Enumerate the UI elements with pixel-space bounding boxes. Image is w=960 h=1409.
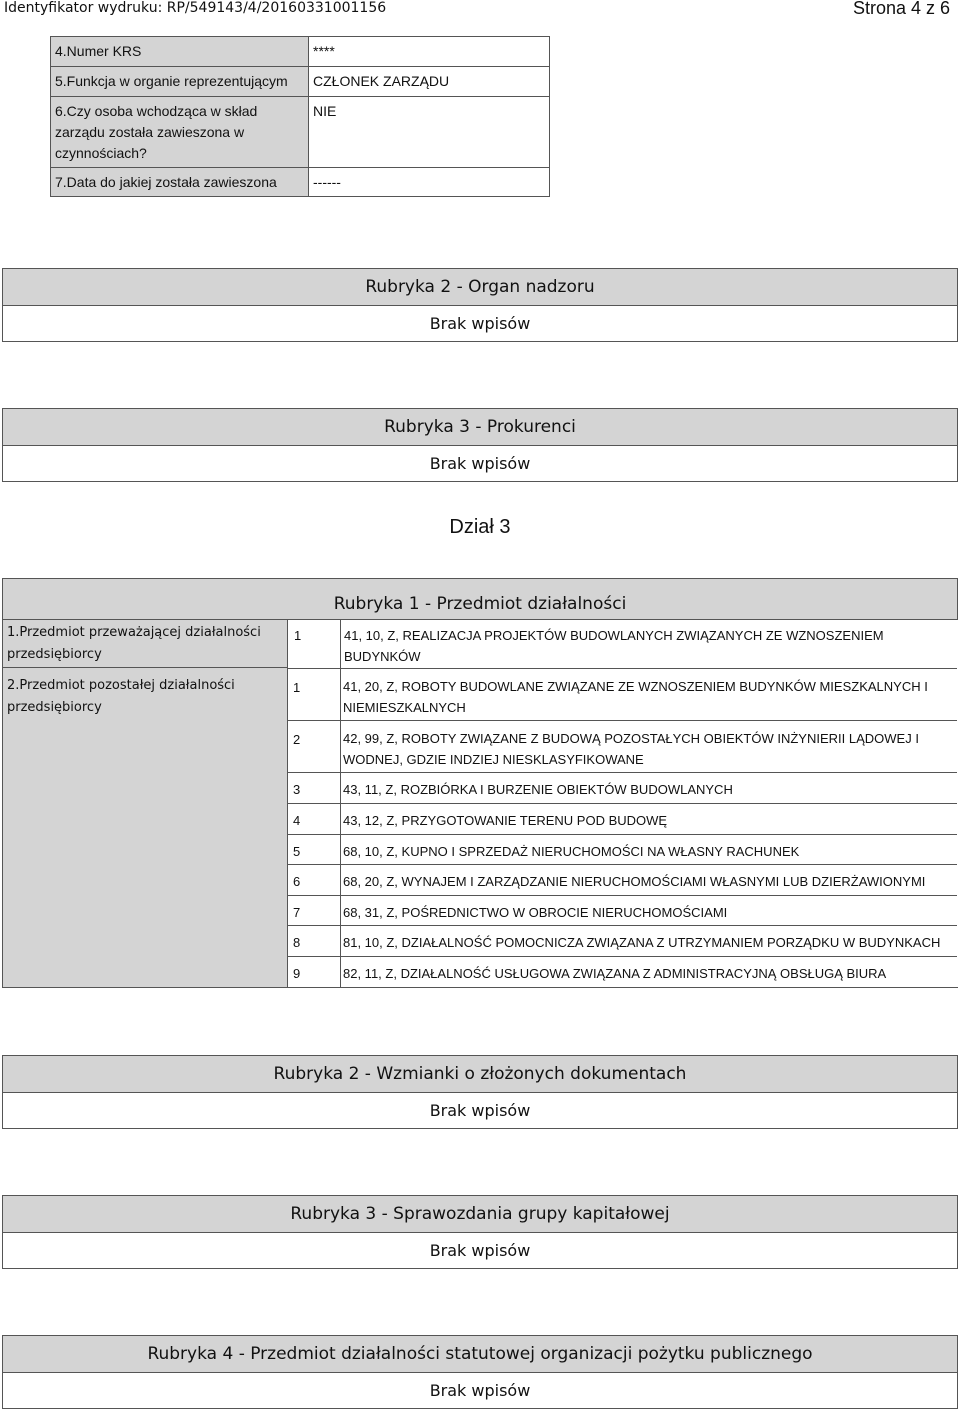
page-number: Strona 4 z 6 [852,0,950,18]
list-item [287,895,957,925]
table-row [51,67,550,97]
activity-number: 3 [293,782,301,797]
function-label: 5.Funkcja w organie reprezentującym [51,67,309,97]
table-row [51,37,550,67]
main-activity-label: 1.Przedmiot przeważającej działalności przedsiębiorcy [7,625,261,662]
section-body: Brak wpisów [429,314,531,333]
activity-text: 68, 20, Z, WYNAJEM I ZARZĄDZANIE NIERUCHOMOŚCIAMI WŁASNYMI LUB DZIERŻAWIONYMI [343,874,926,889]
activity-text: 41, 10, Z, REALIZACJA PROJEKTÓW BUDOWLANYCH ZWIĄZANYCH ZE WZNOSZENIEM BUDYNKÓW [344,628,884,664]
activity-text: 68, 31, Z, POŚREDNICTWO W OBROCIE NIERUCHOMOŚCIAMI [343,905,728,920]
suspended-until-value: ------ [309,168,550,197]
section-business-activity [2,578,958,988]
activity-number: 9 [293,966,301,981]
print-identifier: Identyfikator wydruku: RP/549143/4/20160331001156 [4,0,387,16]
suspended-value: NIE [309,97,550,168]
activity-number: 7 [293,905,301,920]
section-group-reports [2,1195,958,1269]
activity-text: 82, 11, Z, DZIAŁALNOŚĆ USŁUGOWA ZWIĄZANA Z ADMINISTRACYJNĄ OBSŁUGĄ BIURA [343,966,887,981]
list-item [287,956,957,987]
activity-text: 43, 11, Z, ROZBIÓRKA I BURZENIE OBIEKTÓW BUDOWLANYCH [343,782,733,797]
activity-text: 81, 10, Z, DZIAŁALNOŚĆ POMOCNICZA ZWIĄZANA Z UTRZYMANIEM PORZĄDKU W BUDYNKACH [343,935,941,950]
section-body: Brak wpisów [429,1381,531,1400]
activity-text: 68, 10, Z, KUPNO I SPRZEDAŻ NIERUCHOMOŚCI NA WŁASNY RACHUNEK [343,844,800,859]
activity-number: 1 [294,628,302,643]
suspended-label: 6.Czy osoba wchodząca w skład zarządu została zawieszona w czynnościach? [51,97,309,168]
suspended-until-label: 7.Data do jakiej została zawieszona [51,168,309,197]
section-title: Rubryka 3 - Sprawozdania grupy kapitałowej [3,1196,957,1233]
section-supervisory-body [2,268,958,342]
section-filed-documents [2,1055,958,1129]
activity-number: 5 [293,844,301,859]
list-item [287,803,957,834]
list-item [287,834,957,864]
list-item [287,925,957,956]
activity-number: 4 [293,813,301,828]
list-item [287,864,957,895]
section-public-benefit-activity [2,1335,958,1409]
table-row [51,97,550,168]
activity-number: 1 [293,680,301,695]
list-item [287,668,957,720]
divider [3,667,287,668]
section-title: Rubryka 2 - Wzmianki o złożonych dokumentach [3,1056,957,1093]
list-item [287,720,957,772]
activity-text: 42, 99, Z, ROBOTY ZWIĄZANE Z BUDOWĄ POZOSTAŁYCH OBIEKTÓW INŻYNIERII LĄDOWEJ I WODNEJ, GDZIE INDZIEJ NIESKLASYFIKOWANE [343,731,919,767]
section-body: Brak wpisów [429,454,531,473]
krs-number-value: **** [309,37,550,67]
activity-number: 2 [293,732,301,747]
section-title: Rubryka 3 - Prokurenci [3,409,957,446]
section-body: Brak wpisów [429,1241,531,1260]
section-title: Rubryka 4 - Przedmiot działalności statutowej organizacji pożytku publicznego [3,1336,957,1373]
other-activity-label: 2.Przedmiot pozostałej działalności przedsiębiorcy [7,678,235,715]
function-value: CZŁONEK ZARZĄDU [309,67,550,97]
section-proxies [2,408,958,482]
division-heading: Dział 3 [449,516,511,538]
activity-number: 6 [293,874,301,889]
activity-number: 8 [293,935,301,950]
activity-text: 41, 20, Z, ROBOTY BUDOWLANE ZWIĄZANE ZE WZNOSZENIEM BUDYNKÓW MIESZKALNYCH I NIEMIESZKALNYCH [343,679,928,715]
activity-text: 43, 12, Z, PRZYGOTOWANIE TERENU POD BUDOWĘ [343,813,668,828]
section-title: Rubryka 2 - Organ nadzoru [3,269,957,306]
table-row [51,168,550,197]
person-details-table [50,36,550,197]
krs-number-label: 4.Numer KRS [51,37,309,67]
section-body: Brak wpisów [429,1101,531,1120]
section-title: Rubryka 1 - Przedmiot działalności [333,594,627,614]
list-item [287,772,957,803]
